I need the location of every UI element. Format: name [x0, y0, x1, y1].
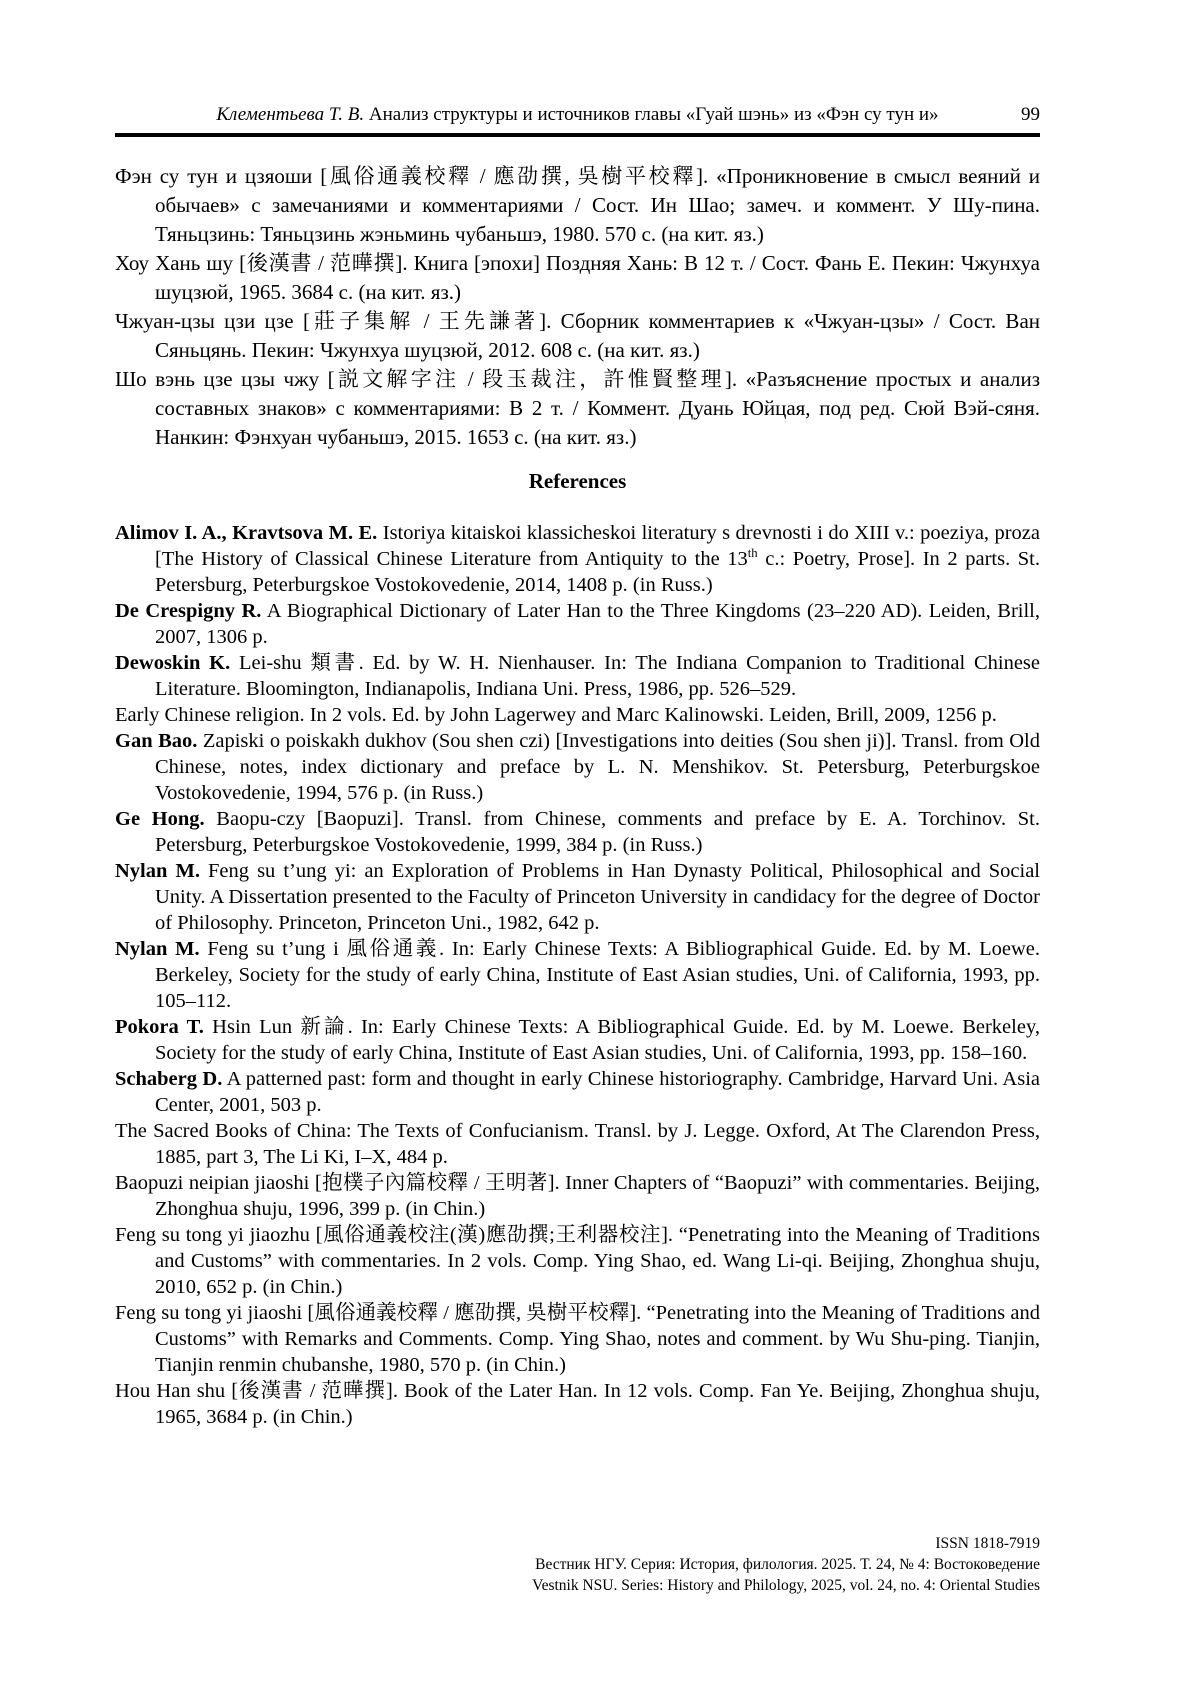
reference-text: c.: Poetry, Prose]. In 2 parts. St. Petersburg, Peterburgskoe Vostokovedenie, 2014, 1408 p. (in Russ.) [155, 548, 1040, 596]
header-rule [115, 133, 1040, 137]
reference-entry [115, 728, 1040, 806]
reference-entry [115, 806, 1040, 858]
reference-text: Hsin Lun 新論. In: Early Chinese Texts: A Bibliographical Guide. Ed. by M. Loewe. Berkeley, Society for the study of early China, Institute of East Asian studies, Uni. of California, 1993, pp. 158–160. [155, 1016, 1040, 1064]
reference-text: Early Chinese religion. In 2 vols. Ed. by John Lagerwey and Marc Kalinowski. Leiden, Brill, 2009, 1256 p. [115, 704, 997, 726]
reference-text: Baopuzi neipian jiaoshi [抱樸子內篇校釋 / 王明著]. Inner Chapters of “Baopuzi” with commentaries. Beijing, Zhonghua shuju, 1996, 399 p. (in Chin.) [115, 1172, 1040, 1220]
russian-bibliography-list [115, 162, 1040, 452]
reference-entry [115, 1300, 1040, 1378]
reference-text: Шо вэнь цзе цзы чжу [説文解字注 / 段玉裁注，許惟賢整理]. «Разъяснение простых и анализ составных знаков» с комментариями: В 2 т. / Коммент. Дуань Юйцая, под ред. Сюй Вэй-сяня. Нанкин: Фэнхуан чубаньшэ, 2015. 1653 с. (на кит. яз.) [115, 367, 1040, 449]
page-number: 99 [1021, 104, 1040, 125]
reference-entry [115, 1378, 1040, 1430]
reference-entry [115, 650, 1040, 702]
reference-author: Gan Bao. [115, 730, 198, 752]
reference-text: A patterned past: form and thought in early Chinese historiography. Cambridge, Harvard Uni. Asia Center, 2001, 503 p. [155, 1068, 1040, 1116]
reference-text: Хоу Хань шу [後漢書 / 范曄撰]. Книга [эпохи] Поздняя Хань: В 12 т. / Сост. Фань Е. Пекин: Чжунхуа шуцзюй, 1965. 3684 с. (на кит. яз.) [115, 251, 1040, 304]
reference-text: The Sacred Books of China: The Texts of Confucianism. Transl. by J. Legge. Oxford, At The Clarendon Press, 1885, part 3, The Li Ki, I–X, 484 p. [115, 1120, 1040, 1168]
references-list [115, 520, 1040, 1430]
reference-text: Фэн су тун и цзяоши [風俗通義校釋 / 應劭撰, 吳樹平校釋]. «Проникновение в смысл веяний и обычаев» с замечаниями и комментариями / Сост. Ин Шао; замеч. и коммент. У Шу-пина. Тяньцзинь: Тяньцзинь жэньминь чубаньшэ, 1980. 570 с. (на кит. яз.) [115, 164, 1040, 246]
running-header-author: Клементьева Т. В. [216, 104, 365, 125]
bibliography-entry [115, 365, 1040, 452]
reference-author: De Crespigny R. [115, 600, 262, 622]
bibliography-entry [115, 307, 1040, 365]
bibliography-entry [115, 249, 1040, 307]
reference-text: Istoriya kitaiskoi klassicheskoi literatury s drevnosti i do XIII v.: poeziya, proza [The History of Classical Chinese Literature from Antiquity to the 13 [155, 522, 1040, 570]
reference-text: Чжуан-цзы цзи цзе [莊子集解 / 王先謙著]. Сборник комментариев к «Чжуан-цзы» / Сост. Ван Сяньцянь. Пекин: Чжунхуа шуцзюй, 2012. 608 с. (на кит. яз.) [115, 309, 1040, 362]
reference-entry [115, 1118, 1040, 1170]
reference-author: Alimov I. A., Kravtsova M. E. [115, 522, 378, 544]
reference-text: Lei-shu 類書. Ed. by W. H. Nienhauser. In: The Indiana Companion to Traditional Chinese Literature. Bloomington, Indianapolis, Indiana Uni. Press, 1986, pp. 526–529. [155, 652, 1040, 700]
reference-author: Dewoskin K. [115, 652, 231, 674]
running-header-title: Анализ структуры и источников главы «Гуай шэнь» из «Фэн су тун и» [364, 104, 939, 125]
reference-entry [115, 936, 1040, 1014]
reference-author: Pokora T. [115, 1016, 204, 1038]
reference-author: Nylan M. [115, 860, 200, 882]
reference-entry [115, 858, 1040, 936]
reference-entry [115, 1222, 1040, 1300]
reference-entry [115, 702, 1040, 728]
reference-text: Feng su tong yi jiaoshi [風俗通義校釋 / 應劭撰, 吳樹平校釋]. “Penetrating into the Meaning of Traditions and Customs” with Remarks and Comments. Comp. Ying Shao, notes and comment. by Wu Shu-ping. Tianjin, Tianjin renmin chubanshe, 1980, 570 p. (in Chin.) [115, 1302, 1040, 1376]
reference-entry [115, 1170, 1040, 1222]
reference-text: Baopu-czy [Baopuzi]. Transl. from Chinese, comments and preface by E. A. Torchinov. St. Petersburg, Peterburgskoe Vostokovedenie, 1999, 384 p. (in Russ.) [155, 808, 1040, 856]
bibliography-entry [115, 162, 1040, 249]
reference-author: Nylan M. [115, 938, 200, 960]
footer-issn: ISSN 1818-7919 [935, 1535, 1040, 1552]
reference-entry [115, 1014, 1040, 1066]
footer-journal-en: Vestnik NSU. Series: History and Philology, 2025, vol. 24, no. 4: Oriental Studies [532, 1577, 1040, 1594]
references-heading: References [528, 469, 627, 493]
reference-author: Schaberg D. [115, 1068, 223, 1090]
footer-journal-ru: Вестник НГУ. Серия: История, филология. 2025. Т. 24, № 4: Востоковедение [535, 1556, 1040, 1573]
reference-text: Feng su t’ung i 風俗通義. In: Early Chinese Texts: A Bibliographical Guide. Ed. by M. Loewe. Berkeley, Society for the study of early China, Institute of East Asian studies, Uni. of California, 1993, pp. 105–112. [155, 938, 1040, 1012]
reference-text: A Biographical Dictionary of Later Han to the Three Kingdoms (23–220 AD). Leiden, Brill, 2007, 1306 p. [155, 600, 1040, 648]
reference-text: Zapiski o poiskakh dukhov (Sou shen czi) [Investigations into deities (Sou shen ji)]. Transl. from Old Chinese, notes, index dictionary and preface by L. N. Menshikov. St. Petersburg, Peterburgskoe Vostokovedenie, 1994, 576 p. (in Russ.) [155, 730, 1040, 804]
reference-text: Feng su tong yi jiaozhu [風俗通義校注(漢)應劭撰;王利器校注]. “Penetrating into the Meaning of Traditions and Customs” with commentaries. In 2 vols. Comp. Ying Shao, ed. Wang Li-qi. Beijing, Zhonghua shuju, 2010, 652 p. (in Chin.) [115, 1224, 1040, 1298]
reference-entry [115, 520, 1040, 598]
reference-text: Feng su t’ung yi: an Exploration of Problems in Han Dynasty Political, Philosophical and Social Unity. A Dissertation presented to the Faculty of Princeton University in candidacy for the degree of Doctor of Philosophy. Princeton, Princeton Uni., 1982, 642 p. [155, 860, 1040, 934]
reference-entry [115, 1066, 1040, 1118]
reference-entry [115, 598, 1040, 650]
running-header [115, 104, 1040, 126]
reference-author: Ge Hong. [115, 808, 205, 830]
page-footer [532, 1533, 1040, 1596]
reference-text: Hou Han shu [後漢書 / 范曄撰]. Book of the Later Han. In 12 vols. Comp. Fan Ye. Beijing, Zhonghua shuju, 1965, 3684 p. (in Chin.) [115, 1380, 1040, 1428]
superscript: th [747, 546, 758, 561]
